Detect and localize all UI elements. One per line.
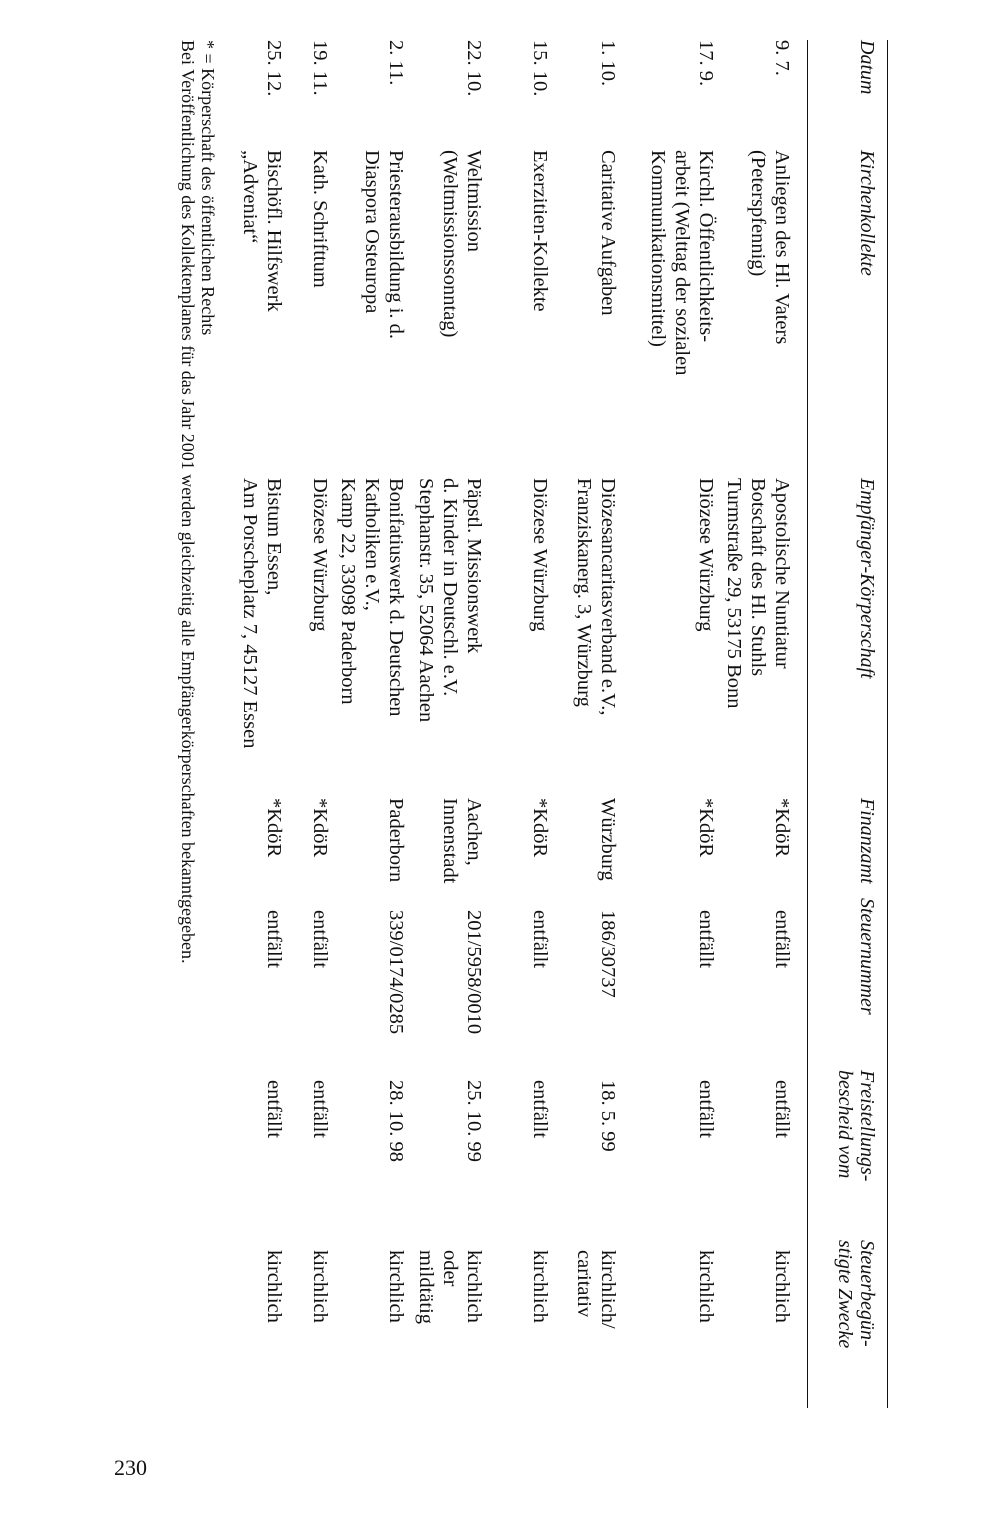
cell-kollekte-line: Exerzitien-Kollekte — [529, 150, 551, 312]
cell-empfaenger-line: Diözese Würzburg — [309, 478, 331, 632]
cell-steuernummer — [262, 910, 286, 968]
cell-zwecke-line: kirchlich — [463, 1250, 485, 1323]
cell-finanzamt-line: Paderborn — [385, 798, 407, 883]
cell-steuernummer — [694, 910, 718, 968]
cell-steuernummer — [384, 910, 408, 1034]
cell-kollekte-line: Anliegen des Hl. Vaters — [771, 150, 793, 345]
cell-steuernummer-line: entfällt — [771, 910, 793, 969]
cell-freistellung — [262, 1080, 286, 1138]
cell-kollekte-line: Kirchl. Öffentlichkeits- — [695, 150, 717, 343]
cell-steuernummer-line: entfällt — [263, 910, 285, 969]
cell-empfaenger-line: Bonifatiuswerk d. Deutschen — [385, 478, 407, 717]
cell-finanzamt — [596, 798, 620, 881]
cell-kollekte — [438, 150, 486, 337]
cell-finanzamt — [694, 798, 718, 857]
cell-zwecke — [308, 1250, 332, 1323]
cell-datum-line: 9. 7. — [771, 40, 793, 76]
cell-datum — [596, 40, 620, 86]
cell-datum-line: 22. 10. — [463, 40, 485, 97]
cell-kollekte — [308, 150, 332, 288]
header-empfaenger: Empfänger-Körperschaft — [856, 478, 878, 679]
cell-kollekte — [528, 150, 552, 312]
cell-zwecke — [384, 1250, 408, 1323]
cell-freistellung — [308, 1080, 332, 1138]
cell-kollekte-line: Caritative Aufgaben — [597, 150, 619, 316]
footnote-kdoer: * = Körperschaft des öffentlichen Rechts — [198, 40, 218, 336]
header-zwecke-line-2: stigte Zwecke — [834, 1240, 856, 1349]
cell-kollekte-line: Kath. Schrifttum — [309, 150, 331, 288]
cell-finanzamt-line: Würzburg — [597, 798, 619, 881]
cell-datum-line: 1. 10. — [597, 40, 619, 87]
header-freistellung-line-2: bescheid vom — [834, 1070, 856, 1179]
cell-zwecke-line: oder — [439, 1250, 461, 1287]
footnote-publication: Bei Veröffentlichung des Kollektenplanes für das Jahr 2001 werden gleichzeitig alle Empfängerkörperschaften bekanntgegeben. — [178, 40, 198, 964]
cell-zwecke-line: kirchlich — [385, 1250, 407, 1323]
cell-finanzamt — [770, 798, 794, 857]
cell-empfaenger — [722, 478, 794, 708]
cell-zwecke-line: kirchlich — [771, 1250, 793, 1323]
page-number: 230 — [114, 1455, 147, 1480]
cell-freistellung — [384, 1080, 408, 1162]
cell-steuernummer-line: 339/0174/0285 — [385, 910, 407, 1035]
cell-datum-line: 17. 9. — [695, 40, 717, 87]
header-freistellung — [834, 1070, 878, 1181]
cell-kollekte — [646, 150, 718, 375]
cell-finanzamt-line: *KdöR — [695, 798, 717, 858]
cell-steuernummer-line: entfällt — [309, 910, 331, 969]
cell-zwecke-line: kirchlich/ — [597, 1250, 619, 1329]
cell-empfaenger — [528, 478, 552, 632]
cell-finanzamt-line: Aachen, — [463, 798, 485, 866]
cell-steuernummer — [462, 910, 486, 1034]
cell-finanzamt-line: Innenstadt — [439, 798, 461, 884]
cell-finanzamt — [384, 798, 408, 882]
cell-empfaenger-line: Stephanstr. 35, 52064 Aachen — [415, 478, 437, 723]
cell-kollekte — [596, 150, 620, 316]
cell-freistellung — [528, 1080, 552, 1138]
cell-freistellung-line: entfällt — [529, 1080, 551, 1139]
cell-empfaenger — [336, 478, 408, 717]
cell-zwecke-line: kirchlich — [309, 1250, 331, 1323]
cell-steuernummer — [308, 910, 332, 968]
header-zwecke-line-1: Steuerbegün- — [856, 1240, 878, 1347]
cell-empfaenger-line: Katholiken e.V., — [361, 478, 383, 611]
cell-kollekte-line: Weltmission — [463, 150, 485, 252]
cell-empfaenger-line: d. Kinder in Deutschl. e.V. — [439, 478, 461, 697]
cell-kollekte-line: (Weltmissionssonntag) — [439, 150, 461, 338]
header-zwecke — [834, 1240, 878, 1348]
cell-empfaenger-line: Franziskanerg. 3, Würzburg — [573, 478, 595, 707]
cell-datum — [384, 40, 408, 85]
cell-empfaenger — [238, 478, 286, 748]
cell-freistellung-line: entfällt — [771, 1080, 793, 1139]
cell-finanzamt — [438, 798, 486, 883]
cell-steuernummer-line: entfällt — [529, 910, 551, 969]
cell-empfaenger — [308, 478, 332, 632]
cell-freistellung-line: entfällt — [309, 1080, 331, 1139]
table-top-rule — [887, 40, 888, 1408]
cell-empfaenger-line: Kamp 22, 33098 Paderborn — [337, 478, 359, 705]
cell-datum — [308, 40, 332, 96]
cell-zwecke — [572, 1250, 620, 1329]
header-datum: Datum — [856, 40, 878, 95]
cell-empfaenger — [694, 478, 718, 632]
cell-datum — [770, 40, 794, 76]
cell-empfaenger-line: Diözesancaritasverband e.V., — [597, 478, 619, 716]
cell-freistellung-line: 28. 10. 98 — [385, 1080, 407, 1162]
cell-empfaenger — [414, 478, 486, 722]
cell-zwecke-line: caritativ — [573, 1250, 595, 1318]
cell-steuernummer-line: 201/5958/0010 — [463, 910, 485, 1035]
header-freistellung-line-1: Freistellungs- — [856, 1070, 878, 1182]
cell-finanzamt-line: *KdöR — [309, 798, 331, 858]
cell-datum-line: 25. 12. — [263, 40, 285, 97]
cell-empfaenger-line: Turmstraße 29, 53175 Bonn — [723, 478, 745, 709]
header-kirchenkollekte: Kirchenkollekte — [856, 150, 878, 276]
cell-steuernummer-line: entfällt — [695, 910, 717, 969]
cell-finanzamt — [308, 798, 332, 857]
cell-empfaenger-line: Botschaft des Hl. Stuhls — [747, 478, 769, 677]
cell-freistellung — [596, 1080, 620, 1152]
header-steuernummer: Steuernummer — [856, 898, 878, 1015]
cell-finanzamt-line: *KdöR — [771, 798, 793, 858]
cell-freistellung-line: entfällt — [695, 1080, 717, 1139]
cell-empfaenger-line: Am Porscheplatz 7, 45127 Essen — [239, 478, 261, 749]
cell-freistellung — [770, 1080, 794, 1138]
cell-finanzamt — [262, 798, 286, 857]
cell-zwecke — [414, 1250, 486, 1324]
cell-steuernummer — [528, 910, 552, 968]
rotated-table-frame — [140, 40, 920, 1420]
cell-freistellung-line: 25. 10. 99 — [463, 1080, 485, 1162]
cell-kollekte-line: „Adveniat“ — [239, 150, 261, 244]
cell-datum — [528, 40, 552, 96]
cell-datum — [462, 40, 486, 96]
cell-zwecke — [528, 1250, 552, 1323]
cell-zwecke-line: mildtätig — [415, 1250, 437, 1325]
cell-zwecke — [694, 1250, 718, 1323]
cell-kollekte-line: Diaspora Osteuropa — [361, 150, 383, 314]
cell-empfaenger-line: Diözese Würzburg — [695, 478, 717, 632]
cell-datum — [694, 40, 718, 86]
cell-datum-line: 2. 11. — [385, 40, 407, 86]
cell-kollekte — [238, 150, 286, 312]
cell-finanzamt — [528, 798, 552, 857]
cell-datum — [262, 40, 286, 96]
cell-empfaenger — [572, 478, 620, 716]
cell-kollekte — [360, 150, 408, 339]
cell-steuernummer — [770, 910, 794, 968]
cell-kollekte-line: arbeit (Welttag der sozialen — [671, 150, 693, 376]
cell-empfaenger-line: Bistum Essen, — [263, 478, 285, 596]
cell-datum-line: 15. 10. — [529, 40, 551, 97]
header-finanzamt: Finanzamt — [856, 798, 878, 884]
cell-kollekte-line: Priesterausbildung i. d. — [385, 150, 407, 340]
cell-empfaenger-line: Päpstl. Missionswerk — [463, 478, 485, 654]
cell-freistellung — [462, 1080, 486, 1162]
cell-freistellung — [694, 1080, 718, 1138]
cell-kollekte-line: Bischöfl. Hilfswerk — [263, 150, 285, 312]
cell-kollekte-line: Kommunikationsmittel) — [647, 150, 669, 348]
cell-datum-line: 19. 11. — [309, 40, 331, 96]
cell-empfaenger-line: Apostolische Nuntiatur — [771, 478, 793, 669]
cell-kollekte — [746, 150, 794, 344]
cell-zwecke — [770, 1250, 794, 1323]
cell-finanzamt-line: *KdöR — [529, 798, 551, 858]
table-header-rule — [807, 40, 808, 1408]
cell-steuernummer — [596, 910, 620, 998]
cell-freistellung-line: entfällt — [263, 1080, 285, 1139]
cell-empfaenger-line: Diözese Würzburg — [529, 478, 551, 632]
cell-zwecke-line: kirchlich — [695, 1250, 717, 1323]
cell-freistellung-line: 18. 5. 99 — [597, 1080, 619, 1152]
cell-steuernummer-line: 186/30737 — [597, 910, 619, 998]
cell-zwecke-line: kirchlich — [529, 1250, 551, 1323]
cell-zwecke — [262, 1250, 286, 1323]
cell-finanzamt-line: *KdöR — [263, 798, 285, 858]
cell-zwecke-line: kirchlich — [263, 1250, 285, 1323]
cell-kollekte-line: (Peterspfennig) — [747, 150, 769, 277]
